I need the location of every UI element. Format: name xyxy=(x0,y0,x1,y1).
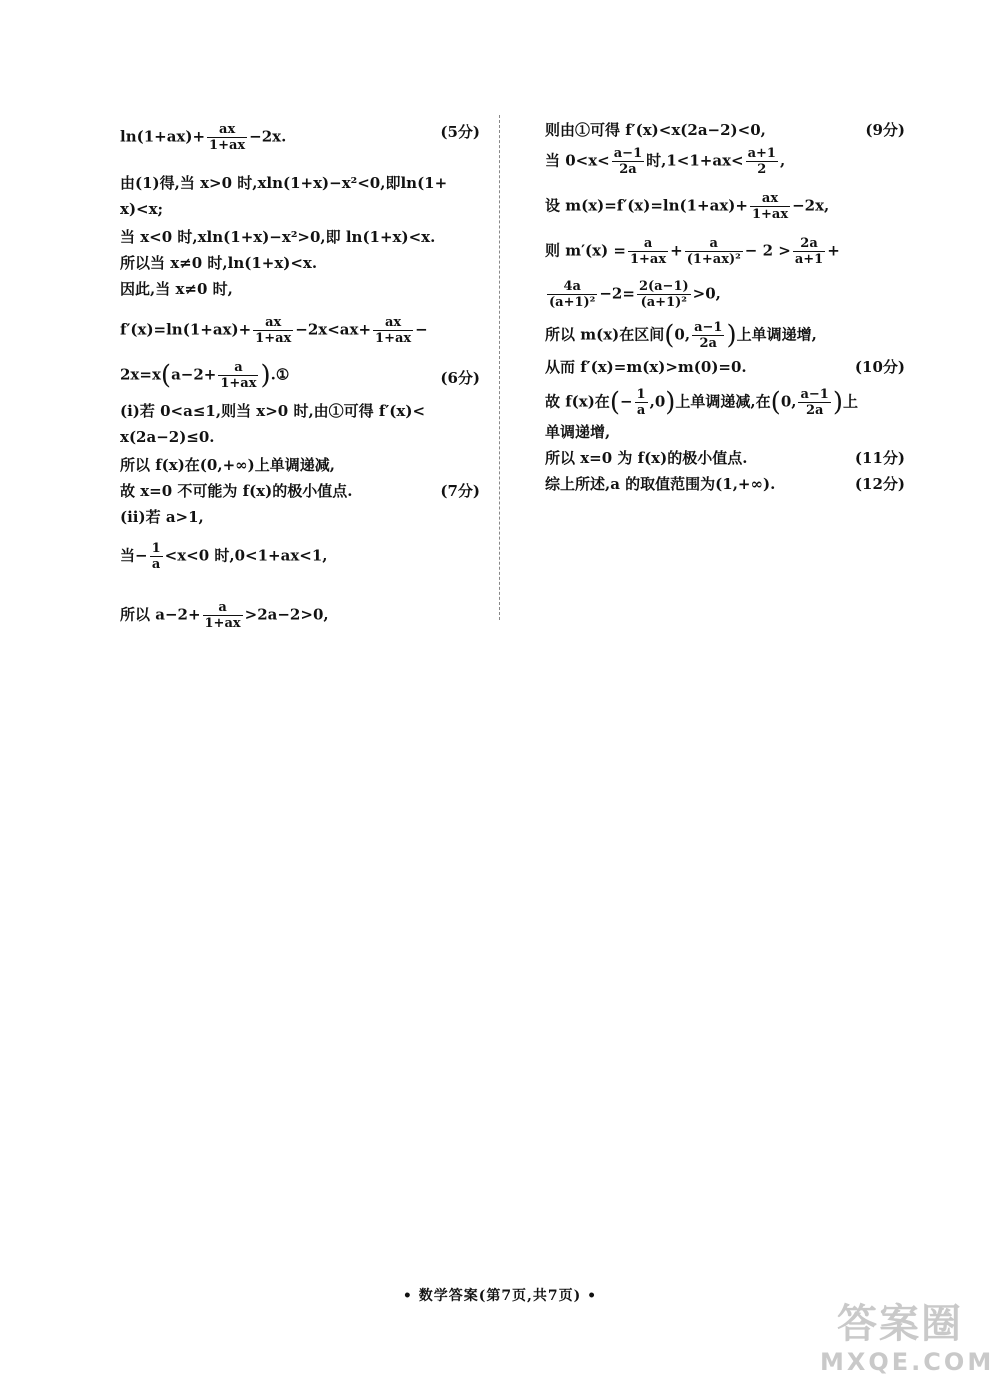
paren-open: ( xyxy=(609,387,620,418)
text: ln(1+ax)+ xyxy=(120,127,206,146)
numerator: ax xyxy=(207,122,247,138)
fraction xyxy=(635,387,648,418)
line-r11 xyxy=(545,474,905,494)
numerator: ax xyxy=(750,191,790,207)
numerator: a xyxy=(203,600,243,616)
score-label: (9分) xyxy=(865,121,905,139)
fraction xyxy=(373,315,413,346)
line-r01 xyxy=(545,120,905,140)
line-r05 xyxy=(545,279,905,310)
paren-close: ) xyxy=(665,387,676,418)
line-l01 xyxy=(120,122,480,153)
line-l13: (ii)若 a>1, xyxy=(120,508,204,526)
text: >2a−2>0, xyxy=(244,605,329,624)
fraction xyxy=(750,191,790,222)
fraction xyxy=(692,320,724,351)
left-column xyxy=(120,112,480,631)
fraction xyxy=(685,236,743,267)
denominator: (1+ax)² xyxy=(686,252,741,267)
line-l07 xyxy=(120,315,480,346)
numerator: 2(a−1) xyxy=(638,279,689,294)
line-r02 xyxy=(545,146,905,177)
paren-open: ( xyxy=(770,387,781,418)
score-label: (6分) xyxy=(440,369,480,387)
numerator: ax xyxy=(373,315,413,331)
denominator: (a+1)² xyxy=(640,295,687,310)
fraction xyxy=(203,600,243,631)
text: a−2+ xyxy=(171,365,217,384)
fraction xyxy=(207,122,247,153)
score-label: (11分) xyxy=(854,449,905,467)
line-l09: (i)若 0<a≤1,则当 x>0 时,由①可得 f′(x)< xyxy=(120,402,426,420)
numerator: a xyxy=(685,236,743,252)
fraction xyxy=(150,541,163,572)
text: 故 x=0 不可能为 f(x)的极小值点. xyxy=(120,482,353,500)
line-l06: 因此,当 x≠0 时, xyxy=(120,280,233,298)
text: − xyxy=(619,392,633,411)
right-column xyxy=(545,112,905,494)
fraction xyxy=(798,387,830,418)
denominator: 1+ax xyxy=(375,331,412,346)
line-r06 xyxy=(545,320,905,351)
numerator: a+1 xyxy=(747,146,776,161)
text: 所以 a−2+ xyxy=(120,605,201,624)
text: 上单调递减,在 xyxy=(675,392,771,411)
text: f′(x)=ln(1+ax)+ xyxy=(120,320,252,339)
numerator: ax xyxy=(253,315,293,331)
denominator: 1+ax xyxy=(209,138,246,153)
watermark-url: MXQE.COM xyxy=(820,1348,995,1376)
text: 综上所述,a 的取值范围为(1,+∞). xyxy=(545,475,776,493)
denominator: 2a xyxy=(805,403,824,418)
text: <x<0 时,0<1+ax<1, xyxy=(164,546,328,565)
text: 当 0<x< xyxy=(545,151,610,170)
text: 所以 m(x)在区间 xyxy=(545,325,665,344)
score-label: (7分) xyxy=(440,482,480,500)
numerator: a xyxy=(218,360,258,376)
score-label: (12分) xyxy=(854,475,905,493)
fraction xyxy=(746,146,778,177)
line-l03: x)<x; xyxy=(120,200,164,218)
line-l15 xyxy=(120,600,480,631)
text: 当− xyxy=(120,546,148,565)
fraction xyxy=(612,146,644,177)
text: 上单调递增, xyxy=(736,325,817,344)
line-l10: x(2a−2)≤0. xyxy=(120,428,215,446)
denominator: 1+ax xyxy=(629,252,667,267)
text: − xyxy=(415,320,428,339)
denominator: a xyxy=(636,403,646,418)
text: −2x. xyxy=(249,127,287,146)
text: 故 f(x)在 xyxy=(545,392,610,411)
denominator: 2a xyxy=(619,162,637,177)
line-r09: 单调递增, xyxy=(545,423,611,441)
numerator: a−1 xyxy=(694,320,723,335)
paren-close: ) xyxy=(260,360,271,391)
line-r07 xyxy=(545,357,905,377)
line-l12 xyxy=(120,481,480,501)
denominator: a+1 xyxy=(794,252,824,267)
denominator: 1+ax xyxy=(204,616,241,631)
paren-open: ( xyxy=(160,360,172,391)
line-l05: 所以当 x≠0 时,ln(1+x)<x. xyxy=(120,254,318,272)
line-l14 xyxy=(120,541,480,572)
text: 则 m′(x) = xyxy=(545,241,626,260)
text: ,0 xyxy=(649,392,666,411)
numerator: 1 xyxy=(636,387,646,402)
text: 则由①可得 f′(x)<x(2a−2)<0, xyxy=(545,121,766,139)
line-r08 xyxy=(545,387,905,418)
column-divider xyxy=(499,115,500,620)
fraction xyxy=(628,236,668,267)
numerator: a−1 xyxy=(800,387,829,402)
denominator: (a+1)² xyxy=(549,295,596,310)
denominator: 2a xyxy=(699,336,717,351)
text: 上 xyxy=(843,392,859,411)
numerator: a−1 xyxy=(613,146,643,161)
text: − 2 > xyxy=(744,241,791,260)
denominator: 1+ax xyxy=(255,331,292,346)
score-label: (10分) xyxy=(854,358,905,376)
text: 0, xyxy=(780,392,797,411)
watermark-logo-text: 答案圈 xyxy=(837,1301,963,1347)
denominator: 2 xyxy=(757,162,767,177)
text: .① xyxy=(270,365,290,384)
text: , xyxy=(779,151,786,170)
page-footer: • 数学答案(第7页,共7页) • xyxy=(402,1288,598,1304)
denominator: a xyxy=(151,557,161,572)
fraction xyxy=(253,315,293,346)
line-l02: 由(1)得,当 x>0 时,xln(1+x)−x²<0,即ln(1+ xyxy=(120,174,448,192)
text: 时,1<1+ax< xyxy=(646,151,744,170)
text: 0, xyxy=(674,325,691,344)
line-r04 xyxy=(545,236,905,267)
fraction xyxy=(637,279,691,310)
text: −2x<ax+ xyxy=(295,320,372,339)
score-label: (5分) xyxy=(440,123,480,141)
text: 从而 f′(x)=m(x)>m(0)=0. xyxy=(545,358,747,376)
paren-close: ) xyxy=(832,387,844,418)
fraction xyxy=(547,279,597,310)
fraction xyxy=(218,360,258,391)
text: −2x, xyxy=(792,196,830,215)
line-r03 xyxy=(545,191,905,222)
text: 2x=x xyxy=(120,365,161,384)
numerator: a xyxy=(628,236,668,252)
text: 设 m(x)=f′(x)=ln(1+ax)+ xyxy=(545,196,748,215)
text: + xyxy=(827,241,840,260)
text: −2= xyxy=(599,284,635,303)
denominator: 1+ax xyxy=(751,207,789,222)
text: >0, xyxy=(692,284,721,303)
paren-open: ( xyxy=(664,320,675,351)
text: + xyxy=(670,241,683,260)
watermark xyxy=(820,1300,995,1385)
line-l04: 当 x<0 时,xln(1+x)−x²>0,即 ln(1+x)<x. xyxy=(120,228,436,246)
numerator: 1 xyxy=(151,541,161,556)
line-r10 xyxy=(545,448,905,468)
numerator: 4a xyxy=(547,279,597,295)
line-l11: 所以 f(x)在(0,+∞)上单调递减, xyxy=(120,456,335,474)
paren-close: ) xyxy=(726,320,737,351)
numerator: 2a xyxy=(793,236,825,252)
denominator: 1+ax xyxy=(220,376,257,391)
line-l08 xyxy=(120,360,480,391)
text: 所以 x=0 为 f(x)的极小值点. xyxy=(545,449,748,467)
fraction xyxy=(793,236,825,267)
